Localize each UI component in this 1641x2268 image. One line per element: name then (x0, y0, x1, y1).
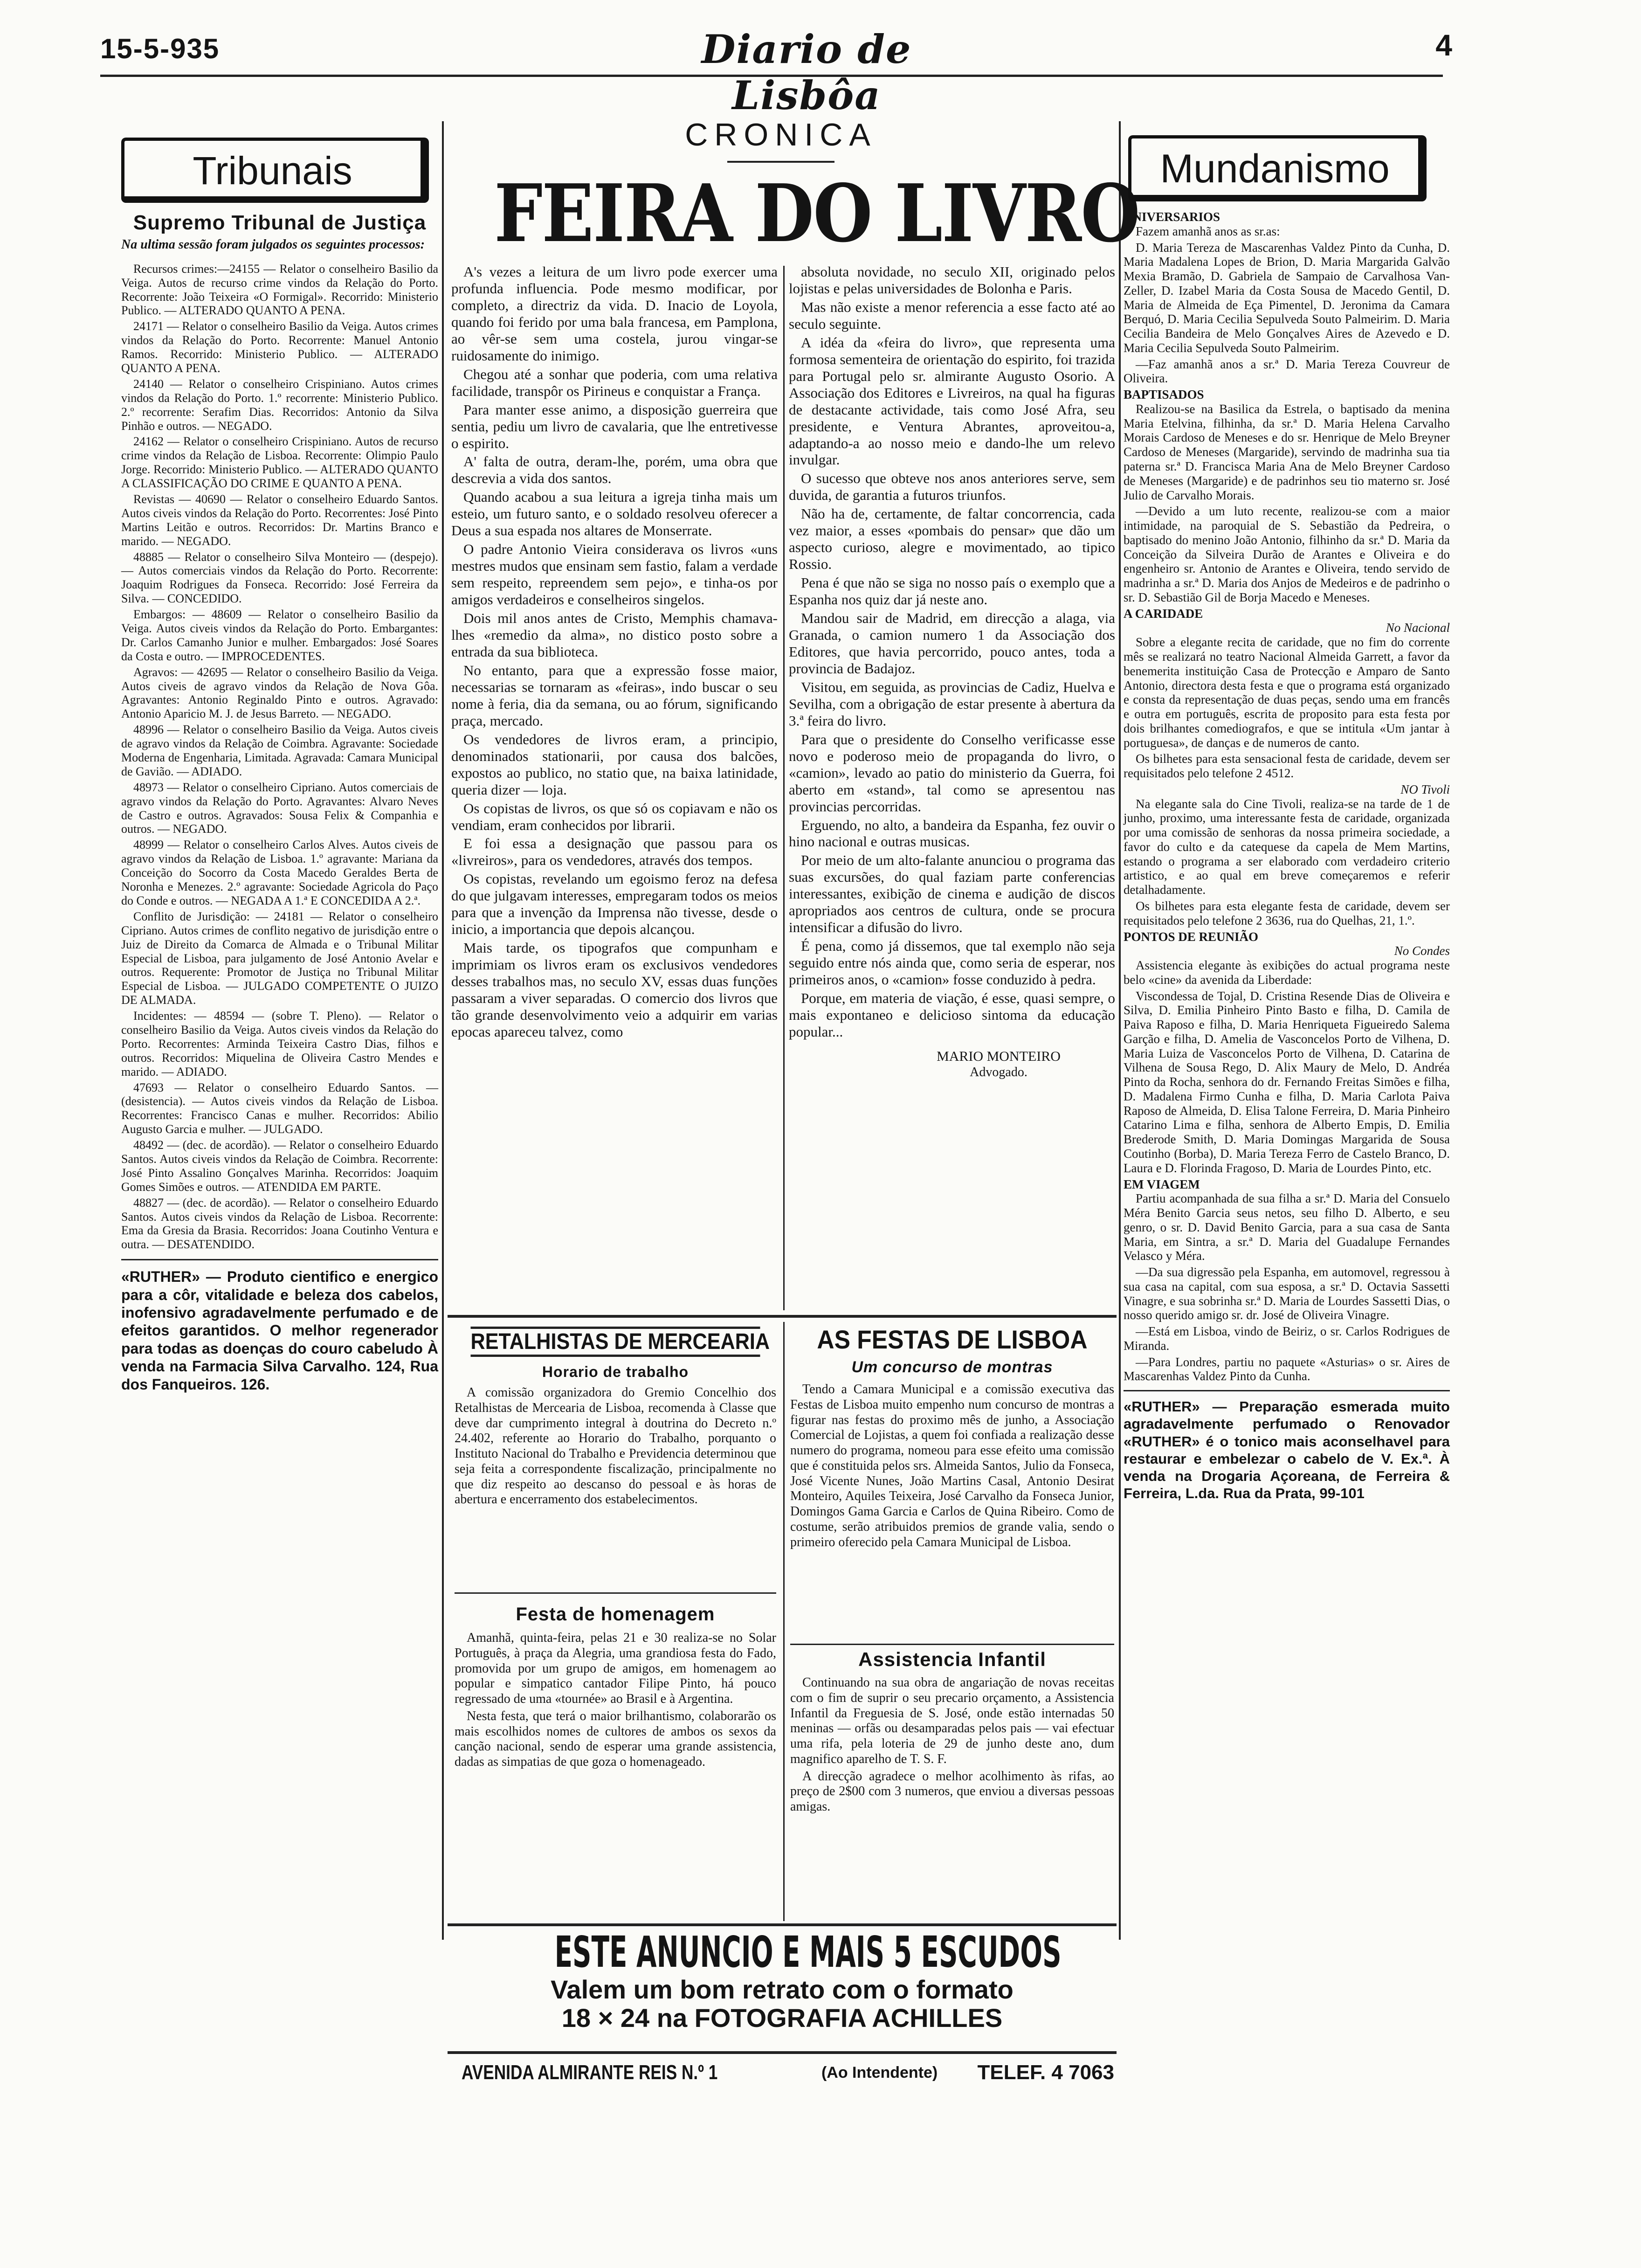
festas-text (790, 1382, 1114, 1550)
tribunais-heading: Supremo Tribunal de Justiça (133, 211, 427, 234)
column-rule-1 (442, 121, 444, 1940)
cronica-paragraph: E foi essa a designação que passou para os «livreiros», para os vendedores, através dos tempos. (451, 835, 778, 869)
homenagem-rule (455, 1592, 776, 1594)
assistencia-article (790, 1648, 1114, 1919)
mundanismo-paragraph: —Para Londres, partiu no paquete «Asturias» o sr. Aires de Mascarenhas Valdez Pinto da Cunha. (1124, 1355, 1450, 1383)
cronica-inner-rule (783, 266, 785, 1310)
cronica-paragraph: Os vendedores de livros eram, a principio, denominados stationarii, por causa dos balcões, expostos ao publico, no statio que, na baixa latinidade, queria dizer — loja. (451, 731, 778, 798)
mundanismo-paragraph: Sobre a elegante recita de caridade, que no fim do corrente mês se realizará no teatro Nacional Almeida Garrett, a favor da benemerita instituição Casa de Protecção e Amparo de Santo Antonio, directora desta festa e que o programa está organizado e consta da representação de duas peças, sendo uma em francês e outra em português, escrita de proposito para esta festa por dois brilhantes comediografos, e que se intitula «Um jantar à portuguesa», de danças e de numeros de canto. (1124, 635, 1450, 750)
tribunais-intro: Na ultima sessão foram julgados os seguintes processos: (121, 237, 425, 252)
cronica-paragraph: Para manter esse animo, a disposição guerreira que sentia, pediu um livro de cavalaria, que lhe entretivesse o espirito. (451, 401, 778, 451)
cronica-paragraph: Os copistas de livros, os que só os copiavam e não os vendiam, eram conhecidos por librarii. (451, 800, 778, 833)
lower-inner-rule (783, 1322, 785, 1921)
mundanismo-paragraph: Viscondessa de Tojal, D. Cristina Resende Dias de Oliveira e Silva, D. Emilia Pinheiro Pinto Basto e filha, D. Camila de Paiva Raposo e filha, D. Maria Henriqueta Figueiredo Salema Garção e filha, D. Amelia de Vasconcelos Porto de Vilhena, D. Maria Luiza de Vasconcelos Porto de Vilhena, D. Catarina de Vilhena de Sousa Rego, D. Alix Maury de Melo, D. Andréa Pinto da Rocha, senhora do dr. Fernando Freitas Simões e filha, D. Madalena Firmo Cunha e filha, D. Maria Carlota Paiva Raposo de Almeida, D. Elisa Talone Ferreira, D. Maria Pinheiro Catarino Lima e filha, senhora de Alberto Empis, D. Emilia Brederode Smith, D. Maria Domingas Margarida de Sousa Coutinho (Borba), D. Maria Tereza Ferro de Castelo Branco, D. Laura e D. Florinda Fragoso, D. Maria de Lourdes Pinto, etc. (1124, 989, 1450, 1175)
tribunais-item: 47693 — Relator o conselheiro Eduardo Santos. — (desistencia). — Autos civeis vindos da Relação de Lisboa. Recorrentes: Francisco Canas e mulher. Recorridos: Abilio Augusto Garcia e mulher. — JULGADO. (121, 1080, 438, 1136)
cronica-paragraph: O sucesso que obteve nos anos anteriores serve, sem duvida, de garantia a futuros triunfos. (789, 470, 1115, 504)
cronica-col-2 (789, 263, 1115, 1308)
retalhistas-paragraph: A comissão organizadora do Gremio Concelhio dos Retalhistas de Mercearia de Lisboa, recomenda à Classe que deve dar cumprimento integral à doutrina do Decreto n.º 24.402, referente ao Horario do Trabalho, porquanto o Instituto Nacional do Trabalho e Previdencia determinou que seja feita a correspondente fiscalização, principalmente no que diz respeito ao descanso do pessoal e às horas de abertura e encerramento dos estabelecimentos. (455, 1385, 776, 1507)
assistencia-text (790, 1675, 1114, 1815)
achilles-intendente: (Ao Intendente) (821, 2063, 938, 2081)
cronica-paragraph: Não ha de, certamente, de faltar concorrencia, cada vez maior, a esses «pombais do pensar» que dão um aspecto curioso, alegre e movimentado, ao tipico Rossio. (789, 505, 1115, 573)
tribunais-box-title: Tribunais (121, 138, 429, 203)
newspaper-masthead: Diario de Lisbôa (701, 26, 912, 118)
mundanismo-column (1124, 135, 1450, 2084)
tribunais-item: Conflito de Jurisdição: — 24181 — Relator o conselheiro Cipriano. Autos crimes de conflito negativo de jurisdição entre o Juiz de Direito da Comarca de Almada e o Tribunal Militar Especial de Lisboa, para julgamento de José Antonio Avelar e outros. Requerente: Promotor de Justiça no Tribunal Militar Especial de Lisboa. — JULGADO COMPETENTE O JUIZO DE ALMADA. (121, 909, 438, 1007)
retalhistas-title: RETALHISTAS DE MERCEARIA (471, 1327, 760, 1357)
cronica-paragraph: A' falta de outra, deram-lhe, porém, uma obra que descrevia a vida dos santos. (451, 453, 778, 487)
section-heading: EM VIAGEM (1124, 1177, 1200, 1191)
cronica-paragraph: A's vezes a leitura de um livro pode exercer uma profunda influencia. Pode mesmo modificar, por completo, a directriz da vida. D. Inacio de Loyola, quando foi ferido por uma bala francesa, em Pamplona, ao vêr-se sem uma costela, jurou vingar-se ruidosamente do inimigo. (451, 263, 778, 364)
section-heading: PONTOS DE REUNIÃO (1124, 929, 1259, 944)
cronica-paragraph: Os copistas, revelando um egoismo feroz na defesa do que julgavam interesses, empregaram todos os meios para que a invenção da Imprensa não tivesse, desde o inicio, a importancia que depois alcançou. (451, 871, 778, 938)
cronica-paragraph: No entanto, para que a expressão fosse maior, necessarias se tornaram as «feiras», indo buscar o seu nome à feria, dia da semana, ou ao fórum, significando praça, mercado. (451, 662, 778, 729)
cronica-paragraph: Por meio de um alto-falante anunciou o programa das suas excursões, do qual faziam parte conferencias interessantes, exibição de cinema e audição de discos apropriados aos centros de cultura, onde se procura intensificar a difusão do livro. (789, 852, 1115, 936)
achilles-ad (448, 1923, 1117, 2054)
mundanismo-paragraph: Na elegante sala do Cine Tivoli, realiza-se na tarde de 1 de junho, proximo, uma interessante festa de caridade, organizada por uma comissão de senhoras da nossa primeira sociedade, a favor do culto e da catequese da capela de Mem Martins, estando o programa a ser elaborado com verdadeiro criterio artistico, e ao qual em breve começaremos e referir detalhadamente. (1124, 796, 1450, 897)
cronica-kicker: CRONICA (685, 117, 877, 152)
festas-article (790, 1324, 1114, 1651)
page-date: 15-5-935 (100, 33, 220, 64)
section-heading: ANIVERSARIOS (1124, 210, 1220, 224)
mundanismo-paragraph: Fazem amanhã anos as sr.as: (1136, 224, 1280, 238)
mundanismo-ad-rule (1124, 1390, 1450, 1391)
festas-paragraph: Tendo a Camara Municipal e a comissão executiva das Festas de Lisboa muito empenho num concurso de montras a figurar nas festas do proximo mês de junho, a Associação Comercial de Lojistas, a quem foi confiada a realização desse numero do programa, nomeou para esse efeito uma comissão que é constituida pelos srs. Almeida Santos, Julio da Fonseca, José Vicente Nunes, João Martins Casal, Antonio Desirat Monteiro, Aquiles Teixeira, José Carvalho da Fonseca Junior, Domingos Gama Garcia e Carlos de Quina Ribeiro. Como de costume, serão atribuidos premios de grande valia, sendo o primeiro oferecido pela Camara Municipal de Lisboa. (790, 1382, 1114, 1549)
tribunais-item: 48973 — Relator o conselheiro Cipriano. Autos comerciais de agravo vindos da Relação do Porto. Agravantes: Alvaro Neves de Castro e outros. Agravados: Sousa Felix & Companhia e outros. — NEGADO. (121, 780, 438, 836)
cronica-paragraph: A idéa da «feira do livro», que representa uma formosa sementeira de orientação do espirito, foi trazida para Portugal pelo sr. almirante Augusto Osorio. A Associação dos Editores e Livreiros, na qual ha figuras de destacante actividade, tais como José Afra, seu presidente, e Ventura Abrantes, aproveitou-a, adaptando-a ao nosso meio e dando-lhe um relevo invulgar. (789, 334, 1115, 468)
mundanismo-paragraph: —Faz amanhã anos a sr.ª D. Maria Tereza Couvreur de Oliveira. (1124, 357, 1450, 386)
column-rule-2 (1119, 121, 1121, 1940)
cronica-paragraph: É pena, como já dissemos, que tal exemplo não seja seguido entre nós ainda que, como seria de esperar, nos primeiros anos, o «camion» fosse conduzido à pedra. (789, 938, 1115, 988)
achilles-ad-headline: ESTE ANUNCIO E MAIS 5 ESCUDOS (554, 1927, 1062, 1977)
cronica-paragraph: Erguendo, no alto, a bandeira da Espanha, fez ouvir o hino nacional e outras musicas. (789, 816, 1115, 850)
tribunais-item: 48996 — Relator o conselheiro Basilio da Veiga. Autos civeis de agravo vindos da Relação de Coimbra. Agravante: Sociedade Moderna de Engenharia, Limitada. Agravada: Camara Municipal de Gavião. — ADIADO. (121, 723, 438, 778)
cronica-col-1 (451, 263, 778, 1308)
tribunais-column (121, 138, 438, 2003)
tribunais-ad-rule (121, 1259, 438, 1260)
tribunais-item: Recursos crimes:—24155 — Relator o conselheiro Basilio da Veiga. Autos de recurso crime vindos da Relação do Porto. Recorrente: João Teixeira «O Formigal». Recorrido: Ministerio Publico. — ALTERADO QUANTO A PENA. (121, 262, 438, 318)
cronica-paragraph: Chegou até a sonhar que poderia, com uma relativa facilidade, transpôr os Pirineus e conquistar a França. (451, 366, 778, 399)
cronica-kicker-rule (727, 161, 834, 163)
cronica-paragraph: Mas não existe a menor referencia a esse facto até ao seculo seguinte. (789, 298, 1115, 332)
mundanismo-paragraph: Partiu acompanhada de sua filha a sr.ª D. Maria del Consuelo Méra Benito Garcia seus netos, seu filho D. Alberto, e seu genro, o sr. D. David Benito Garcia, para a sua casa de Santa Maria, em Sintra, a sr.ª D. Maria del Guadalupe Fernandes Velasco y Méra. (1124, 1191, 1450, 1263)
tribunais-item: 48492 — (dec. de acordão). — Relator o conselheiro Eduardo Santos. Autos civeis vindos da Relação de Coimbra. Recorrente: José Pinto Assalino Gonçalves Marinha. Recorridos: Joaquim Gomes Simões e outros. — ATENDIDA EM PARTE. (121, 1138, 438, 1194)
section-heading: BAPTISADOS (1124, 387, 1204, 402)
cronica-paragraph: Mais tarde, os tipografos que compunham e imprimiam os livros eram os exclusivos vendedores desses trabalhos mas, no seculo XV, essas duas funções passaram a viver separadas. O comercio dos livros que tão grande desenvolvimento veio a adquirir em varias epocas apareceu talvez, como (451, 940, 778, 1040)
mundanismo-body (1124, 210, 1450, 1383)
cronica-paragraph: Pena é que não se siga no nosso país o exemplo que a Espanha nos quiz dar já neste ano. (789, 574, 1115, 608)
mundanismo-paragraph: —Está em Lisboa, vindo de Beiriz, o sr. Carlos Rodrigues de Miranda. (1124, 1324, 1450, 1353)
homenagem-paragraph: Amanhã, quinta-feira, pelas 21 e 30 realiza-se no Solar Português, à praça da Alegria, uma grandiosa festa do Fado, promovida por um grupo de amigos, em homenagem ao popular e simpatico cantador Filipe Pinto, há pouco regressado de uma «tournée» ao Brasil e à Argentina. (455, 1631, 776, 1706)
cronica-paragraph: Quando acabou a sua leitura a igreja tinha mais um esteio, um futuro santo, e o soldado resolveu oferecer a Deus a sua espada nos altares de Monserrate. (451, 489, 778, 539)
mundanismo-paragraph: Os bilhetes para esta sensacional festa de caridade, devem ser requisitados pelo telefone 2 4512. (1124, 752, 1450, 781)
tribunais-item: 24171 — Relator o conselheiro Basilio da Veiga. Autos crimes vindos da Relação do Porto. Recorrente: Manuel Antonio Ramos. Recorrido: Ministerio Publico. — ALTERADO QUANTO A PENA. (121, 319, 438, 375)
cronica-title: FEIRA DO LIVRO (494, 167, 1139, 260)
achilles-address: AVENIDA ALMIRANTE REIS N.º 1 (462, 2061, 718, 2084)
lower-section-rule (448, 1315, 1117, 1318)
tribunais-item: Incidentes: — 48594 — (sobre T. Pleno). — Relator o conselheiro Basilio da Veiga. Autos civeis vindos da Relação do Porto. Recorrentes: Arminda Teixeira Castro Dias, filhos e outros. Recorridos: Miquelina de Oliveira Castro Mendes e marido. — ADIADO. (121, 1009, 438, 1079)
mundanismo-box-title: Mundanismo (1128, 135, 1427, 201)
tribunais-item: Embargos: — 48609 — Relator o conselheiro Basilio da Veiga. Autos civeis vindos da Relação do Porto. Embargantes: Dr. Carlos Camanho Junior e mulher. Embargados: José Soares da Costa e outro. — IMPROCEDENTES. (121, 608, 438, 663)
achilles-ad-footer (462, 2056, 1114, 2089)
tribunais-list (121, 262, 438, 1252)
achilles-phone: TELEF. 4 7063 (977, 2061, 1114, 2084)
mundanismo-paragraph: —Da sua digressão pela Espanha, em automovel, regressou à sua casa na capital, com sua esposa, a sr.ª D. Octavia Sassetti Vinagre, e sua sobrinha sr.ª D. Maria de Lourdes Sassetti Dias, o nosso querido amigo sr. dr. José de Oliveira Vinagre. (1124, 1265, 1450, 1322)
homenagem-article (455, 1604, 776, 1921)
section-subheading: No Nacional (1386, 621, 1450, 635)
ruther-ad-right: «RUTHER» — Preparação esmerada muito agradavelmente perfumado o Renovador «RUTHER» é o tonico mais aconselhavel para restaurar e embelezar o cabelo de V. Ex.ª. À venda na Drogaria Açoreana, de Ferreira & Ferreira, L.da. Rua da Prata, 99-101 (1124, 1398, 1450, 1502)
ruther-ad-left: «RUTHER» — Produto cientifico e energico para a côr, vitalidade e beleza dos cabelos, inofensivo agradavelmente perfumado e de efeitos garantidos. O melhor regenerador para todas as doenças do couro cabeludo À venda na Farmacia Silva Carvalho. 124, Rua dos Fanqueiros. 126. (121, 1268, 438, 1393)
section-heading: A CARIDADE (1124, 606, 1203, 621)
cronica-paragraph: Porque, em materia de viação, é esse, quasi sempre, o mais expontaneo e delicioso sintoma da educação popular... (789, 990, 1115, 1040)
festas-title: AS FESTAS DE LISBOA (817, 1325, 1088, 1354)
tribunais-item: 24140 — Relator o conselheiro Crispiniano. Autos crimes vindos da Relação do Porto. 1.º recorrente: Ministerio Publico. 2.º recorrente: Serafim Dias. Recorridos: Antonio da Silva Pinhão e outros. — NEGADO. (121, 377, 438, 433)
assistencia-paragraph: A direcção agradece o melhor acolhimento às rifas, ao preço de 2$00 com 3 numeros, que enviou a diversas pessoas amigas. (790, 1769, 1114, 1814)
tribunais-item: 48827 — (dec. de acordão). — Relator o conselheiro Eduardo Santos. Autos civeis vindos da Relação de Lisboa. Recorrente: Ema da Gresia da Brasia. Recorridos: Joana Coutinho Ventura e outra. — DESATENDIDO. (121, 1196, 438, 1252)
section-subheading: No Condes (1394, 944, 1450, 958)
page-number: 4 (1435, 28, 1452, 62)
achilles-ad-line3: 18 × 24 na FOTOGRAFIA ACHILLES (561, 2003, 1003, 2033)
mundanismo-paragraph: D. Maria Tereza de Mascarenhas Valdez Pinto da Cunha, D. Maria Madalena Lopes de Brion, D. Maria Margarida Galvão Mexia Bramão, D. Gabriela de Sampaio de Carvalhosa Van-Zeller, D. Izabel Maria da Costa Sousa de Macedo Gentil, D. Maria de Almeida de Eça Pimentel, D. Jeronima da Camara Berquó, D. Maria Cecilia Sepulveda Souto Palmeirim. D. Maria Cecilia Bandeira de Melo Gonçalves Aires de Azevedo e D. Maria Cecilia Sepulveda Souto Palmeirim. (1124, 240, 1450, 355)
homenagem-text (455, 1631, 776, 1770)
homenagem-title: Festa de homenagem (516, 1604, 715, 1625)
tribunais-item: 24162 — Relator o conselheiro Crispiniano. Autos de recurso crime vindos da Relação de Lisboa. Recorrente: Olimpio Paulo Jorge. Recorrido: Ministerio Publico. — ALTERADO QUANTO A CLASSIFICAÇÃO DO CRIME E QUANTO A PENA. (121, 435, 438, 491)
cronica-signature-role: Advogado. (970, 1065, 1027, 1079)
header-rule (100, 75, 1443, 77)
section-subheading: NO Tivoli (1400, 782, 1450, 796)
tribunais-item: 48885 — Relator o conselheiro Silva Monteiro — (despejo). — Autos comerciais vindos da Relação do Porto. Recorrente: Joaquim Rodrigues da Fonseca. Recorrido: José Ferreira da Silva. — CONCEDIDO. (121, 550, 438, 606)
assistencia-title: Assistencia Infantil (858, 1648, 1046, 1670)
achilles-ad-line2: Valem um bom retrato com o formato (551, 1974, 1014, 2004)
retalhistas-text (455, 1385, 776, 1507)
cronica-paragraph: Mandou sair de Madrid, em direcção a alaga, via Granada, o camion numero 1 da Associação dos Editores, que havia percorrido, pouco antes, toda a provincia de Badajoz. (789, 610, 1115, 677)
cronica-paragraph: Para que o presidente do Conselho verificasse esse novo e poderoso meio de propaganda do livro, o «camion», levado ao patio do ministerio da Guerra, foi aberto em «stand», tal como se apresentou nas provincias percorridas. (789, 731, 1115, 815)
cronica-signature: MARIO MONTEIRO (937, 1048, 1061, 1064)
homenagem-paragraph: Nesta festa, que terá o maior brilhantismo, colaborarão os mais escolhidos nomes de cultores de ambos os sexos da canção nacional, sendo de esperar uma grande assistencia, dadas as simpatias de que goza o homenageado. (455, 1708, 776, 1769)
mundanismo-paragraph: —Devido a um luto recente, realizou-se com a maior intimidade, na paroquial de S. Sebastião da Pedreira, o baptisado do menino João Antonio, filhinho da sr.ª D. Maria da Conceição da Silveira Durão de Arantes e Oliveira e do engenheiro sr. Antonio de Arantes e Oliveira, tendo servido de madrinha a sr.ª D. Maria dos Anjos de Medeiros e de padrinho o sr. D. Sebastião Gil de Borja Macedo e Meneses. (1124, 504, 1450, 604)
retalhistas-subtitle: Horario de trabalho (542, 1363, 689, 1380)
cronica-paragraph: Dois mil anos antes de Cristo, Memphis chamava-lhes «remedio da alma», no distico posto sobre a entrada da sua biblioteca. (451, 610, 778, 660)
mundanismo-paragraph: Os bilhetes para esta elegante festa de caridade, devem ser requisitados pelo telefone 2 3636, rua do Quelhas, 21, 1.º. (1124, 899, 1450, 927)
festas-subtitle: Um concurso de montras (851, 1358, 1053, 1376)
mundanismo-paragraph: Realizou-se na Basilica da Estrela, o baptisado da menina Maria Etelvina, filhinha, da sr.ª D. Maria Helena Carvalho Morais Cardoso de Meneses e do sr. Henrique de Melo Breyner Cardoso de Meneses (Margaride), servindo de madrinha sua tia paterna sr.ª D. Francisca Maria Ana de Melo Breyner Cardoso de Meneses (Margaride) e de padrinhos seu tio materno sr. José Julio de Carvalho Morais. (1124, 401, 1450, 502)
assistencia-rule (790, 1644, 1114, 1645)
retalhistas-article (455, 1327, 776, 1616)
mundanismo-paragraph: Assistencia elegante às exibições do actual programa neste belo «cine» da avenida da Liberdade: (1124, 958, 1450, 987)
assistencia-paragraph: Continuando na sua obra de angariação de novas receitas com o fim de suprir o seu precario orçamento, a Assistencia Infantil da Freguesia de S. José, onde estão internadas 50 meninas — orfãs ou desamparadas pelos pais — vai efectuar uma rifa, pela loteria de 29 de junho deste ano, dum magnifico aparelho de T. S. F. (790, 1675, 1114, 1766)
tribunais-item: Revistas — 40690 — Relator o conselheiro Eduardo Santos. Autos civeis vindos da Relação do Porto. Recorrentes: José Pinto Martins Leitão e outros. Recorridos: Dr. Martins Branco e marido. — NEGADO. (121, 492, 438, 548)
tribunais-item: 48999 — Relator o conselheiro Carlos Alves. Autos civeis de agravo vindos da Relação de Lisboa. 1.º agravante: Mariana da Conceição do Socorro da Costa Macedo Geraldes Berta de Noronha e Menezes. 2.º agravante: Sociedade Agricola do Paço do Conde e outros. — NEGADA A 1.ª E CONCEDIDA A 2.ª. (121, 838, 438, 907)
cronica-paragraph: absoluta novidade, no seculo XII, originado pelos lojistas e pelas universidades de Bolonha e Paris. (789, 263, 1115, 297)
tribunais-item: Agravos: — 42695 — Relator o conselheiro Basilio da Veiga. Autos civeis de agravo vindos da Relação de Nova Gôa. Agravantes: Antonio Reginaldo Pinto e outros. Agravado: Antonio Aparicio M. J. de Jesus Barreto. — NEGADO. (121, 665, 438, 721)
cronica-paragraph: O padre Antonio Vieira considerava os livros «uns mestres mudos que ensinam sem fastio, falam a verdade sem respeito, repreendem sem pejo», e tinha-os por amigos verdadeiros e conselheiros singelos. (451, 541, 778, 608)
cronica-paragraph: Visitou, em seguida, as provincias de Cadiz, Huelva e Sevilha, com a obrigação de estar presente à abertura da 3.ª feira do livro. (789, 678, 1115, 729)
